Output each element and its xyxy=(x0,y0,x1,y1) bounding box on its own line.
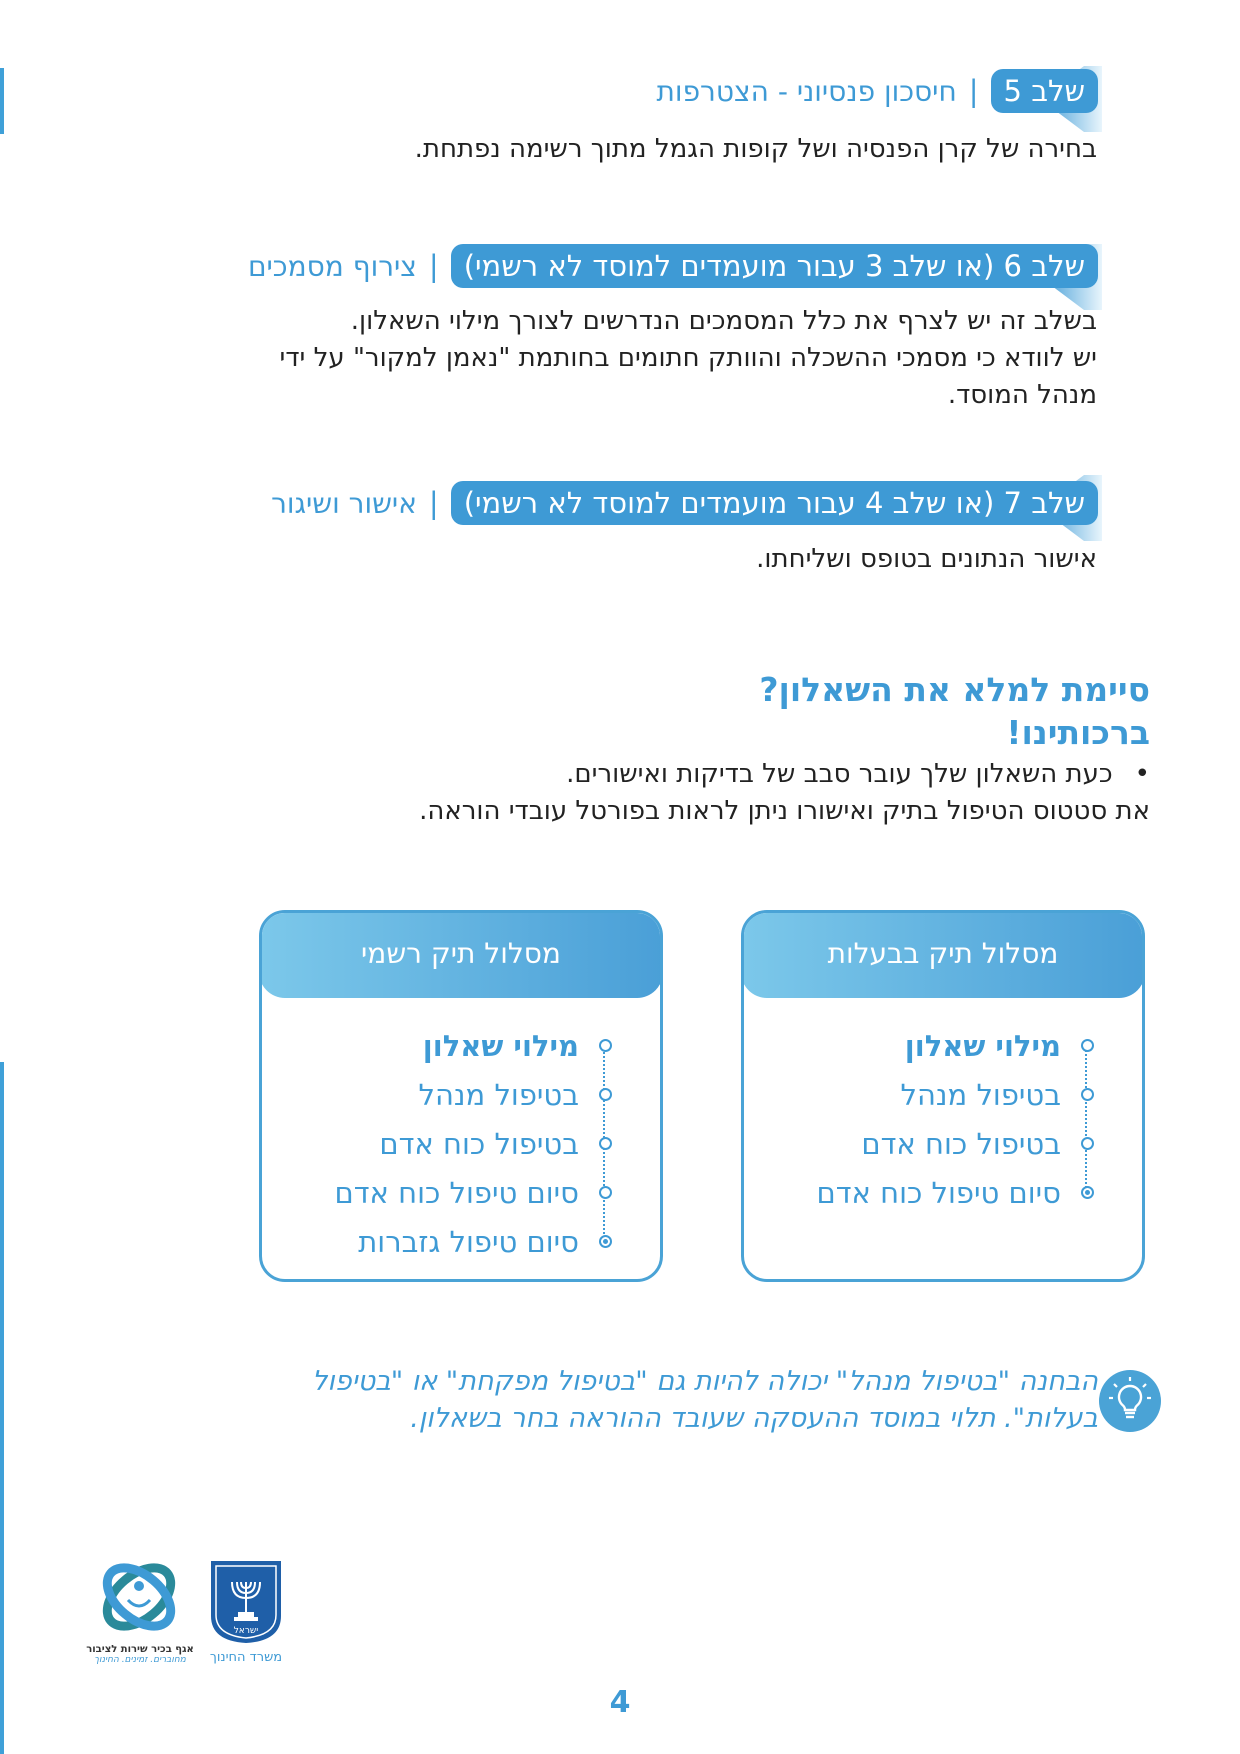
tip-line-2: בעלות". תלוי במוסד ההעסקה שעובד ההוראה בחר בשאלון. xyxy=(410,1403,1098,1434)
step-6-separator: | xyxy=(428,249,439,283)
step-7-body-line: אישור הנתונים בטופס ושליחתו. xyxy=(756,544,1097,574)
bullet: • xyxy=(1134,759,1150,789)
track-connector-line xyxy=(1085,1045,1087,1192)
step-6-body-line-1: בשלב זה יש לצרף את כלל המסמכים הנדרשים לצורך מילוי השאלון. xyxy=(350,306,1097,336)
completion-line-1: •כעת השאלון שלך עובר סבב של בדיקות ואישורים. xyxy=(566,759,1150,789)
step-5-body xyxy=(415,131,1097,168)
public-service-logo xyxy=(98,1556,180,1638)
page-number: 4 xyxy=(609,1685,631,1720)
completion-question: סיימת למלא את השאלון? xyxy=(759,670,1150,709)
status-dot-icon xyxy=(599,1088,612,1101)
step-7-body xyxy=(756,541,1097,578)
tip-text xyxy=(312,1363,1098,1437)
left-edge-line-top xyxy=(0,68,4,134)
step-6-body-line-3: מנהל המוסד. xyxy=(947,380,1097,410)
step-7-title: אישור ושיגור xyxy=(271,486,417,520)
completion-text xyxy=(419,756,1150,830)
status-dot-icon xyxy=(1081,1039,1094,1052)
track-card-official-list xyxy=(334,1021,612,1266)
step-5-separator: | xyxy=(968,74,979,108)
completion-line-2: את סטטוס הטיפול בתיק ואישורו ניתן לראות בפורטל עובדי הוראה. xyxy=(419,796,1150,826)
step-5-body-line: בחירה של קרן הפנסיה ושל קופות הגמל מתוך רשימה נפתחת. xyxy=(414,134,1097,164)
tip-line-1: הבחנה "בטיפול מנהל" יכולה להיות גם "בטיפול מפקחת" או "בטיפול xyxy=(312,1366,1098,1397)
track-item: בטיפול כוח אדם xyxy=(816,1119,1094,1168)
step-6-title: צירוף מסמכים xyxy=(247,249,417,283)
track-item-current: סיום טיפול כוח אדם xyxy=(816,1168,1094,1217)
step-5-title: חיסכון פנסיוני - הצטרפות xyxy=(656,74,957,108)
step-6-body xyxy=(280,303,1097,414)
left-edge-line-bottom xyxy=(0,1062,4,1754)
track-card-ownership-title: מסלול תיק בבעלות xyxy=(741,910,1145,998)
track-item-current: סיום טיפול גזברות xyxy=(334,1217,612,1266)
step-6-header xyxy=(248,243,1098,289)
track-card-official xyxy=(259,910,663,1282)
track-item: בטיפול כוח אדם xyxy=(334,1119,612,1168)
status-dot-icon xyxy=(599,1186,612,1199)
track-card-ownership xyxy=(741,910,1145,1282)
step-6-body-line-2: יש לוודא כי מסמכי ההשכלה והוותק חתומים בחותמת "נאמן למקור" על ידי xyxy=(279,343,1097,373)
status-dot-filled-icon xyxy=(599,1235,612,1248)
status-dot-icon xyxy=(1081,1088,1094,1101)
status-dot-filled-icon xyxy=(1081,1186,1094,1199)
status-dot-icon xyxy=(1081,1137,1094,1150)
status-dot-icon xyxy=(599,1137,612,1150)
state-emblem-text: ישראל xyxy=(233,1626,259,1636)
public-service-caption: אגף בכיר שירות לציבור מחוברים. זמינים. החינוך xyxy=(86,1644,194,1665)
step-7-label: שלב 7 (או שלב 4 עבור מועמדים למוסד לא רשמי) xyxy=(451,481,1098,525)
step-5-header xyxy=(657,68,1098,114)
status-dot-icon xyxy=(599,1039,612,1052)
step-7-separator: | xyxy=(428,486,439,520)
track-item: מילוי שאלון xyxy=(816,1021,1094,1070)
lightbulb-icon xyxy=(1098,1369,1162,1433)
step-7-header xyxy=(271,480,1098,526)
step-5-label: שלב 5 xyxy=(991,69,1098,113)
track-item: בטיפול מנהל xyxy=(334,1070,612,1119)
track-item: מילוי שאלון xyxy=(334,1021,612,1070)
track-card-ownership-list xyxy=(816,1021,1094,1217)
completion-congrats: ברכותינו! xyxy=(1006,713,1150,752)
track-card-official-title: מסלול תיק רשמי xyxy=(259,910,663,998)
step-6-label: שלב 6 (או שלב 3 עבור מועמדים למוסד לא רשמי) xyxy=(451,244,1098,288)
track-item: בטיפול מנהל xyxy=(816,1070,1094,1119)
ministry-caption: משרד החינוך xyxy=(209,1650,283,1665)
track-item: סיום טיפול כוח אדם xyxy=(334,1168,612,1217)
